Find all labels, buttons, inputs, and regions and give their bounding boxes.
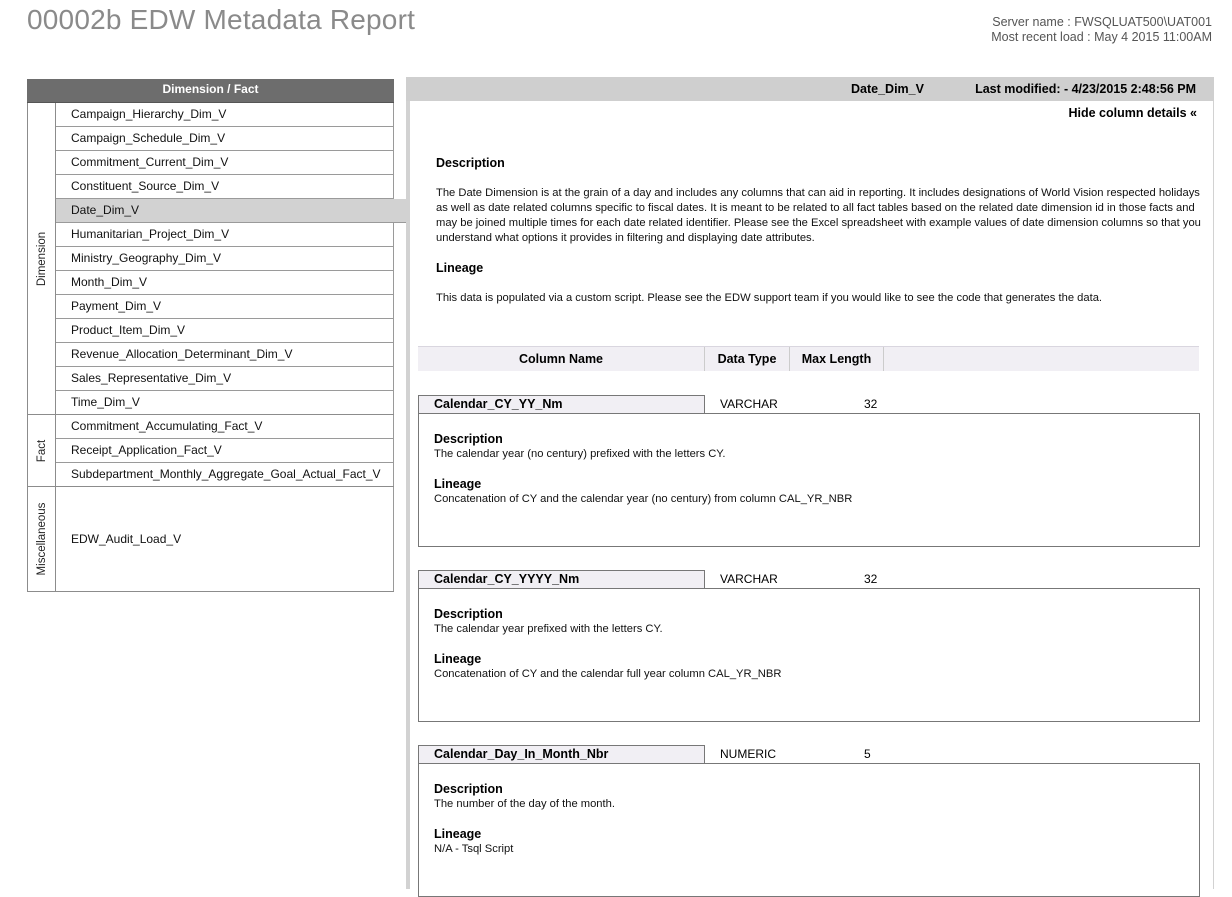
nav-item-date-dim-v[interactable]: Date_Dim_V xyxy=(56,199,408,223)
description-heading: Description xyxy=(436,156,505,170)
nav-item-subdepartment-monthly-aggregate-goal-actual-fact-v[interactable]: Subdepartment_Monthly_Aggregate_Goal_Actual_Fact_V xyxy=(56,463,394,486)
column-lineage-label: Lineage xyxy=(434,477,482,491)
column-description: The calendar year (no century) prefixed with the letters CY. xyxy=(434,448,726,460)
column-details xyxy=(418,763,1200,897)
object-navigation xyxy=(27,79,394,592)
column-lineage: Concatenation of CY and the calendar full year column CAL_YR_NBR xyxy=(434,668,782,680)
column-max-length: 5 xyxy=(864,747,871,761)
nav-item-product-item-dim-v[interactable]: Product_Item_Dim_V xyxy=(56,319,394,343)
column-description-label: Description xyxy=(434,432,503,446)
column-name: Calendar_CY_YYYY_Nm xyxy=(418,570,705,588)
column-data-type: VARCHAR xyxy=(720,397,778,411)
data-type-header: Data Type xyxy=(705,347,790,371)
column-data-type: VARCHAR xyxy=(720,572,778,586)
nav-item-campaign-hierarchy-dim-v[interactable]: Campaign_Hierarchy_Dim_V xyxy=(56,103,394,127)
table-name: Date_Dim_V xyxy=(851,82,924,96)
nav-item-month-dim-v[interactable]: Month_Dim_V xyxy=(56,271,394,295)
detail-panel xyxy=(410,101,1213,889)
nav-item-time-dim-v[interactable]: Time_Dim_V xyxy=(56,391,394,414)
column-description-label: Description xyxy=(434,782,503,796)
group-label-dimension: Dimension xyxy=(35,231,48,286)
nav-item-revenue-allocation-determinant-dim-v[interactable]: Revenue_Allocation_Determinant_Dim_V xyxy=(56,343,394,367)
last-modified: Last modified: - 4/23/2015 2:48:56 PM xyxy=(975,82,1196,96)
column-name: Calendar_CY_YY_Nm xyxy=(418,395,705,413)
column-table-header xyxy=(418,346,1199,371)
nav-item-ministry-geography-dim-v[interactable]: Ministry_Geography_Dim_V xyxy=(56,247,394,271)
column-details xyxy=(418,588,1200,722)
nav-header: Dimension / Fact xyxy=(27,79,394,103)
group-miscellaneous xyxy=(27,487,394,592)
nav-item-payment-dim-v[interactable]: Payment_Dim_V xyxy=(56,295,394,319)
column-name: Calendar_Day_In_Month_Nbr xyxy=(418,745,705,763)
hide-column-details-link[interactable]: Hide column details « xyxy=(1068,106,1197,120)
recent-load: Most recent load : May 4 2015 11:00AM xyxy=(991,30,1212,44)
column-lineage: N/A - Tsql Script xyxy=(434,843,514,855)
nav-item-edw-audit-load-v[interactable]: EDW_Audit_Load_V xyxy=(56,487,394,591)
group-label-miscellaneous: Miscellaneous xyxy=(35,502,48,576)
group-dimension xyxy=(27,103,394,415)
server-name: Server name : FWSQLUAT500\UAT001 xyxy=(992,15,1212,29)
lineage-text: This data is populated via a custom script. Please see the EDW support team if you would like to see the code that generates the data. xyxy=(436,292,1103,304)
page-title: 00002b EDW Metadata Report xyxy=(27,4,416,35)
column-lineage: Concatenation of CY and the calendar year (no century) from column CAL_YR_NBR xyxy=(434,493,853,505)
nav-item-sales-representative-dim-v[interactable]: Sales_Representative_Dim_V xyxy=(56,367,394,391)
column-description: The calendar year prefixed with the letters CY. xyxy=(434,623,663,635)
nav-item-humanitarian-project-dim-v[interactable]: Humanitarian_Project_Dim_V xyxy=(56,223,394,247)
group-label-fact: Fact xyxy=(35,439,48,462)
column-details xyxy=(418,413,1200,547)
description-text: The Date Dimension is at the grain of a day and includes any columns that can aid in reporting. It includes designations of World Vision respected holidays as well as date related columns specific to fiscal dates. It is meant to be related to all fact tables based on the related date dimension id in those facts and may be joined multiple times for each date related identifier. Please see the Excel spreadsheet with example values of date dimension columns so that you understand what options it provides in filtering and displaying date attributes. xyxy=(436,187,1201,244)
column-block xyxy=(418,395,1200,547)
column-data-type: NUMERIC xyxy=(720,747,776,761)
nav-item-constituent-source-dim-v[interactable]: Constituent_Source_Dim_V xyxy=(56,175,394,199)
nav-item-receipt-application-fact-v[interactable]: Receipt_Application_Fact_V xyxy=(56,439,394,463)
nav-item-campaign-schedule-dim-v[interactable]: Campaign_Schedule_Dim_V xyxy=(56,127,394,151)
column-lineage-label: Lineage xyxy=(434,652,482,666)
column-name-header: Column Name xyxy=(418,347,705,371)
group-fact xyxy=(27,415,394,487)
server-info xyxy=(991,15,1212,45)
max-length-header: Max Length xyxy=(790,347,884,371)
column-max-length: 32 xyxy=(864,397,878,411)
detail-header xyxy=(406,77,1214,101)
nav-item-commitment-current-dim-v[interactable]: Commitment_Current_Dim_V xyxy=(56,151,394,175)
column-description-label: Description xyxy=(434,607,503,621)
column-max-length: 32 xyxy=(864,572,878,586)
lineage-heading: Lineage xyxy=(436,261,484,275)
column-block xyxy=(418,570,1200,722)
column-block xyxy=(418,745,1200,897)
column-description: The number of the day of the month. xyxy=(434,798,615,810)
column-lineage-label: Lineage xyxy=(434,827,482,841)
nav-item-commitment-accumulating-fact-v[interactable]: Commitment_Accumulating_Fact_V xyxy=(56,415,394,439)
